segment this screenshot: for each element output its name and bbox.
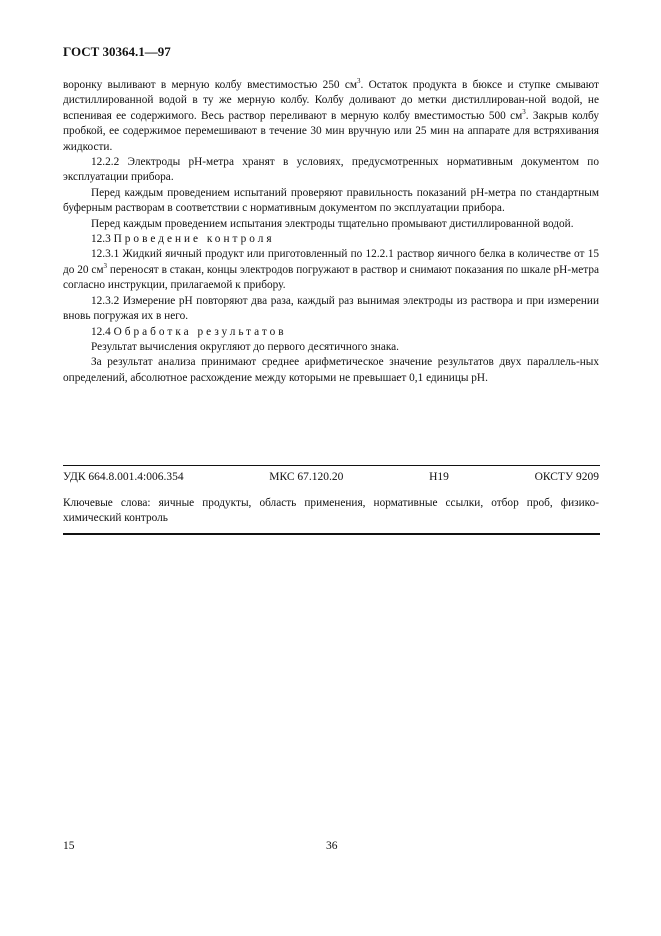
- divider-bottom: [63, 533, 600, 535]
- section-title: Обработка результатов: [113, 325, 287, 338]
- paragraph-calibration: Перед каждым проведением испытаний проверяют правильность показаний pH-метра по стандартным буферным растворам в соответствии с нормативным документом по эксплуатации прибора.: [63, 186, 599, 215]
- paragraph-rounding: Результат вычисления округляют до первого десятичного знака.: [91, 340, 400, 353]
- p1-sup-b: 3: [522, 108, 526, 117]
- mks-code: МКС 67.120.20: [269, 471, 344, 483]
- okstu-code: ОКСТУ 9209: [534, 471, 599, 483]
- p5-text-b: переносят в стакан, концы электродов погружают в раствор и снимают показания по шкале pH-метра согласно инструкции, прилагаемой к прибору.: [63, 263, 599, 292]
- divider-top: [63, 465, 600, 466]
- h-code: Н19: [429, 471, 449, 483]
- udk-code: УДК 664.8.001.4:006.354: [63, 471, 184, 483]
- paragraph-12-3-1: [63, 247, 599, 293]
- p5-text-a: 12.3.1 Жидкий яичный продукт или приготовленный по 12.2.1 раствор яичного белка в количестве от 15 до 20 см: [63, 248, 599, 276]
- paragraph-1: [63, 78, 599, 155]
- p1-text-c: . Закрыв колбу пробкой, ее содержимое перемешивают в течение 30 мин вручную или 25 мин на аппарате для встряхивания жидкости.: [63, 109, 599, 153]
- paragraph-12-3-2: 12.3.2 Измерение pH повторяют два раза, каждый раз вынимая электроды из раствора и при измерении вновь погружая их в него.: [63, 294, 599, 323]
- paragraph-result: За результат анализа принимают среднее арифметическое значение результатов двух параллель-ных определений, абсолютное расхождение между которыми не превышает 0,1 единицы pH.: [63, 356, 599, 384]
- paragraph-rinse: Перед каждым проведением испытания электроды тщательно промывают дистиллированной водой.: [91, 217, 574, 230]
- standard-header: ГОСТ 30364.1—97: [63, 44, 171, 59]
- page-number: 36: [326, 840, 338, 852]
- section-number: 12.4: [91, 325, 111, 338]
- p5-sup: 3: [103, 262, 108, 271]
- p1-text-b: . Остаток продукта в бюксе и ступке смывают дистиллированной водой в ту же мерную колбу. Колбу доливают до метки дистиллирован-ной водой, не вспенивая ее содержимого. Весь раствор переливают в мерную колбу вместимостью 500 см: [63, 79, 599, 122]
- section-heading-12-3: [63, 232, 599, 247]
- keywords: Ключевые слова: яичные продукты, область применения, нормативные ссылки, отбор проб, физико-химический контроль: [63, 497, 599, 525]
- classification-codes: [63, 471, 599, 483]
- p1-text-a: воронку выливают в мерную колбу вместимостью 250 см: [63, 79, 357, 91]
- section-number: 12.3: [91, 233, 111, 246]
- footer-left-number: 15: [63, 840, 75, 852]
- paragraph-12-2-2: 12.2.2 Электроды pH-метра хранят в условиях, предусмотренных нормативным документом по эксплуатации прибора.: [63, 156, 599, 184]
- p1-sup-a: 3: [356, 77, 361, 86]
- section-title: Проведение контроля: [113, 233, 275, 246]
- document-body: [63, 78, 599, 386]
- section-heading-12-4: [63, 325, 599, 340]
